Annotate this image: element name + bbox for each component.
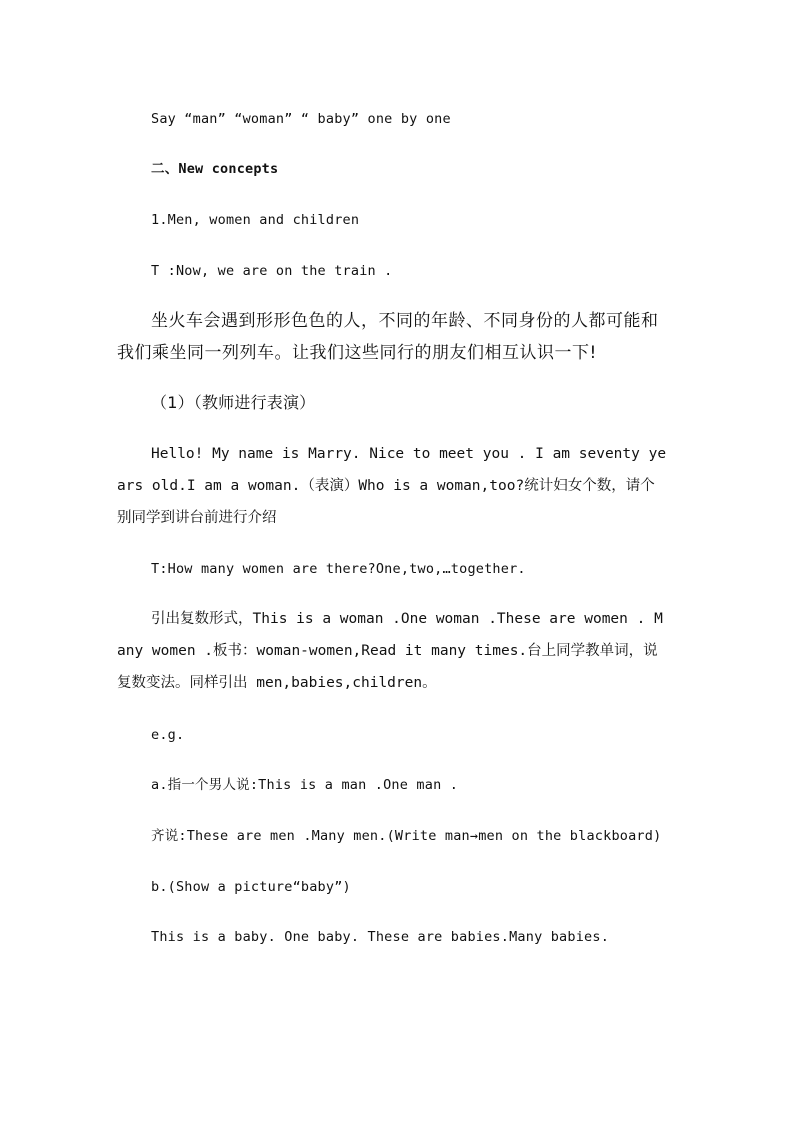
paragraph-teacher-train: T :Now, we are on the train .	[151, 263, 393, 279]
paragraph-train-intro: 坐火车会遇到形形色色的人，不同的年龄、不同身份的人都可能和我们乘坐同一列列车。让我们这些同行的朋友们相互认识一下!	[117, 311, 659, 363]
paragraph-eg: e.g.	[151, 727, 185, 743]
paragraph-teacher-performance: （1）（教师进行表演）	[151, 393, 316, 412]
subheading-men-women-children: 1.Men, women and children	[151, 212, 360, 228]
paragraph-plural-forms: 引出复数形式，This is a woman .One woman .These are women . Many women .板书：woman-women,Read it many times.台上同学教单词，说复数变法。同样引出 men,babies,children。	[117, 611, 663, 691]
paragraph-hello-marry: Hello! My name is Marry. Nice to meet you . I am seventy years old.I am a woman.（表演）Who is a woman,too?统计妇女个数，请个别同学到讲台前进行介绍	[117, 446, 667, 526]
paragraph-how-many-women: T:How many women are there?One,two,…together.	[151, 561, 526, 577]
section-heading-new-concepts: 二、New concepts	[151, 161, 279, 177]
paragraph-baby-sentences: This is a baby. One baby. These are babies.Many babies.	[151, 929, 610, 945]
paragraph-say-words: Say “man” “woman” “ baby” one by one	[151, 111, 451, 127]
paragraph-chorus-men: 齐说:These are men .Many men.(Write man→men on the blackboard)	[151, 828, 662, 844]
paragraph-example-b: b.(Show a picture“baby”)	[151, 879, 351, 895]
paragraph-example-a: a.指一个男人说:This is a man .One man .	[151, 777, 459, 793]
